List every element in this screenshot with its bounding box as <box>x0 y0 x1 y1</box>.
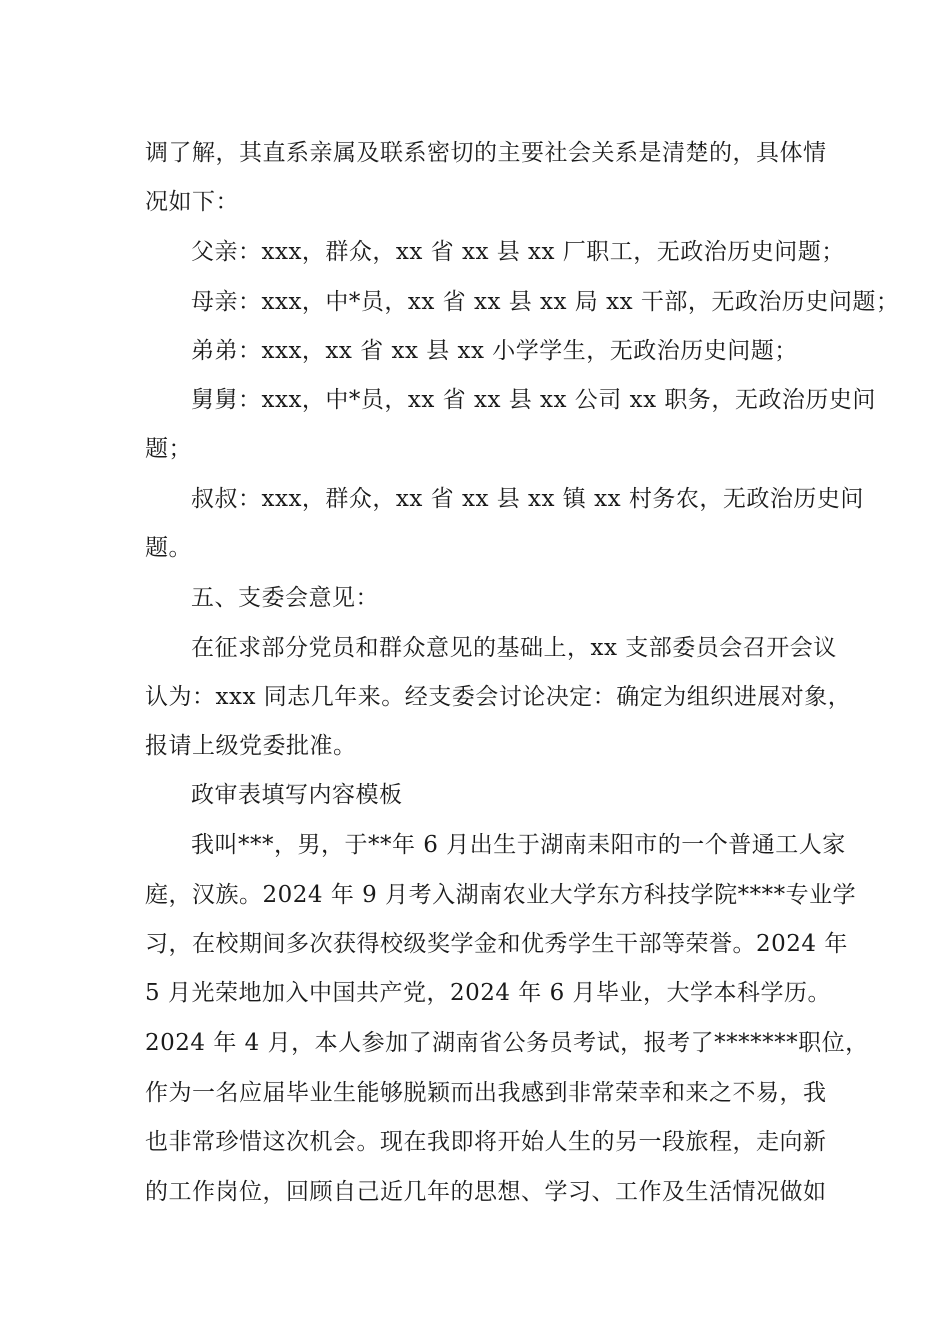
text-line: 庭，汉族。2024 年 9 月考入湖南农业大学东方科技学院****专业学 <box>145 882 857 908</box>
text-line: 的工作岗位，回顾自己近几年的思想、学习、工作及生活情况做如 <box>145 1179 827 1205</box>
text-line: 在征求部分党员和群众意见的基础上，xx 支部委员会召开会议 <box>191 635 837 661</box>
section-heading: 五、支委会意见： <box>191 585 379 611</box>
text-line: 舅舅：xxx，中*员，xx 省 xx 县 xx 公司 xx 职务，无政治历史问 <box>191 387 876 413</box>
text-line: 5 月光荣地加入中国共产党，2024 年 6 月毕业，大学本科学历。 <box>145 980 832 1006</box>
text-line: 2024 年 4 月，本人参加了湖南省公务员考试，报考了*******职位， <box>145 1030 869 1056</box>
text-line: 题。 <box>145 535 192 561</box>
text-line: 弟弟：xxx，xx 省 xx 县 xx 小学学生，无政治历史问题； <box>191 338 798 364</box>
text-line: 报请上级党委批准。 <box>145 733 357 759</box>
text-line: 也非常珍惜这次机会。现在我即将开始人生的另一段旅程，走向新 <box>145 1129 827 1155</box>
text-line: 叔叔：xxx，群众，xx 省 xx 县 xx 镇 xx 村务农，无政治历史问 <box>191 486 864 512</box>
text-line: 认为：xxx 同志几年来。经支委会讨论决定：确定为组织进展对象， <box>145 684 852 710</box>
text-line: 母亲：xxx，中*员，xx 省 xx 县 xx 局 xx 干部，无政治历史问题； <box>191 289 900 315</box>
section-title: 政审表填写内容模板 <box>191 782 403 808</box>
text-line: 作为一名应届毕业生能够脱颖而出我感到非常荣幸和来之不易，我 <box>145 1080 827 1106</box>
text-line: 调了解，其直系亲属及联系密切的主要社会关系是清楚的，具体情 <box>145 140 827 166</box>
text-line: 习，在校期间多次获得校级奖学金和优秀学生干部等荣誉。2024 年 <box>145 931 848 957</box>
text-line: 我叫***，男，于**年 6 月出生于湖南耒阳市的一个普通工人家 <box>191 832 846 858</box>
text-line: 况如下： <box>145 189 239 215</box>
text-line: 题； <box>145 436 192 462</box>
text-line: 父亲：xxx，群众，xx 省 xx 县 xx 厂职工，无政治历史问题； <box>191 239 845 265</box>
